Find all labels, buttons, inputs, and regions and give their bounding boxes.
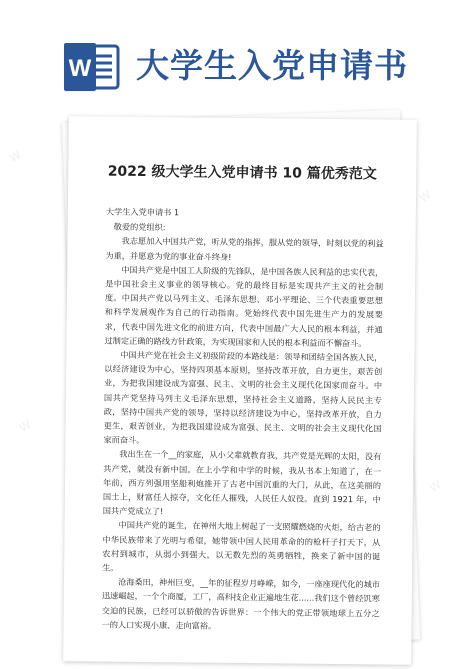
paragraph: 中国共产党在社会主义初级阶段的本路线是：领导和团结全国各族人民，以经济建设为中心，坚持四项基本原则，坚持改革开放，自力更生，艰苦创业，为把我国建设成为富强、民主、文明的社会主义现代化国家而奋斗。中国共产党坚持马列主义毛泽东思想，坚持社会主义道路，坚持人民民主专政，坚持中国共产党的领导，坚持以经济建设为中心，坚持改革开放，自力更生，艰苦创业，为把我国建设成为富强、民主、文明的社会主义现代化国家而奋斗。: [103, 349, 383, 446]
section-heading: 大学生入党申请书 1: [105, 206, 180, 218]
document-page: [63, 116, 417, 665]
word-document-icon: [62, 40, 120, 94]
paragraph: 中国共产党的诞生，在神州大地上树起了一支照耀燃烧的火炬，给古老的中华民族带来了光明与希望，她带领中国人民用革命的的枪杆子打天下，从农村到城市，从弱小到强大，以无数先烈的英勇牺牲，换来了新中国的诞生。: [102, 520, 381, 573]
document-title: 2022 级大学生入党申请书 10 篇优秀范文: [107, 163, 377, 183]
paragraph: 沧海桑田，神州巨变，__年的征程岁月峥嵘，如今，一座座现代化的城市迅速崛起，一个个商厦，工厂，高科技企业正遍地生花......我们这个曾经饥寒交迫的民族，已经可以骄傲的告诉世界：一个伟大的党正带领地球上五分之一的人口实现小康、走向富裕。: [101, 577, 381, 631]
salutation: 敬爱的党组织:: [113, 221, 166, 233]
paragraph: 我出生在一个__的家庭，从小父辈就教育我，共产党是光辉的太阳，没有共产党，就没有新中国。在上小学和中学的时候，我从书本上知道了，在一年前，西方列强用坚船利炮推开了古老中国沉重的大门，从此，在这美丽的国土上，财富任人掠夺，文化任人摧残，人民任人奴役。直到 1921 年，中国共产党成立了!: [102, 449, 382, 517]
word-logo-letter: W: [68, 55, 92, 82]
watermark-layer: W W W W: [7, 148, 444, 495]
document-body: [101, 205, 383, 635]
paragraph: 我志愿加入中国共产党，听从党的指挥，服从党的领导，时刻以党的利益为重，并愿意为党的事业奋斗终身!: [105, 236, 384, 262]
header-banner: [0, 0, 474, 110]
banner-title: 大学生入党申请书: [136, 46, 408, 85]
paragraph: 中国共产党是中国工人阶级的先锋队，是中国各族人民利益的忠实代表，是中国社会主义事业的领导核心。党的最终目标是实现共产主义的社会制度。中国共产党以马列主义、毛泽东思想、邓小平理论、三个代表重要思想和科学发展观作为自己的行动指南。党始终代表中国先进生产力的发展要求，代表中国先进文化的前进方向，代表中国最广大人民的根本利益，并通过制定正确的路线方针政策，为实现国家和人民的根本利益而不懈奋斗。: [104, 264, 384, 349]
